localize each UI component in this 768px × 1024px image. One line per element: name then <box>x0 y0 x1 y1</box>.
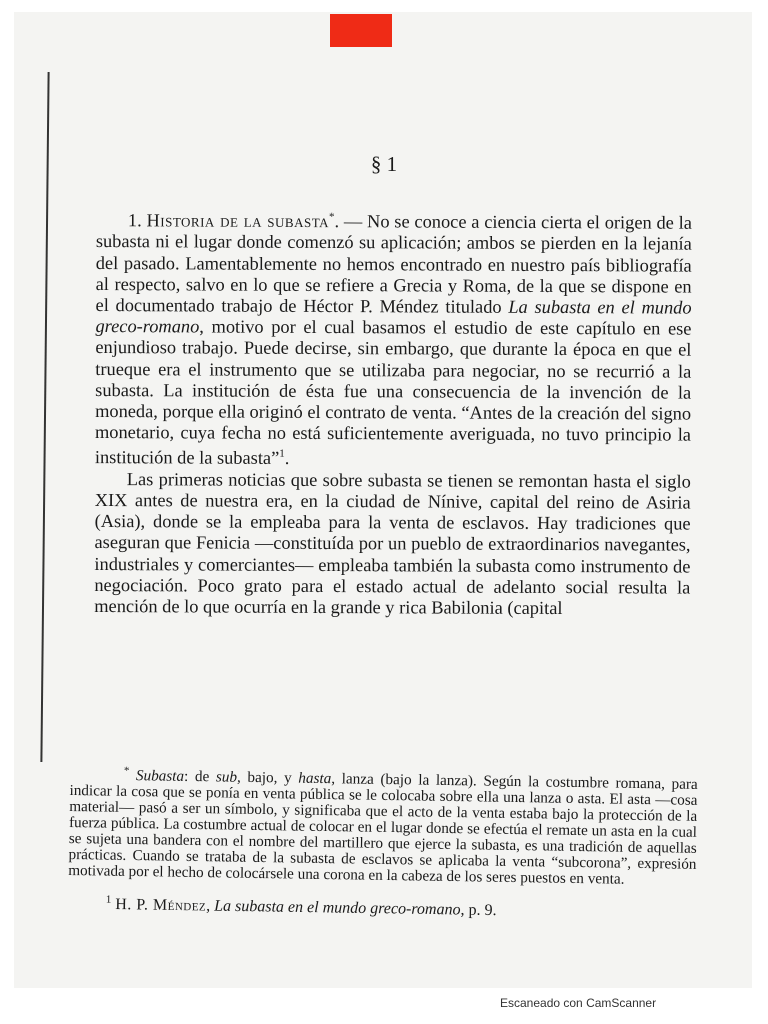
footnote-page: , p. 9. <box>460 901 497 920</box>
paragraph-1 <box>95 206 692 471</box>
footnotes <box>68 762 698 922</box>
paragraph-heading: Historia de la subasta <box>146 210 330 232</box>
paragraph-1-text: . — No se conoce a ciencia cierta el origen de la subasta ni el lugar donde comenzó su aplicación; ambos se pierden en la lejanía del pasado. Lamentablemente no hemos encontrado en nuestro país bibliografía al respecto, salvo en lo que se refiere a Grecia y Roma, de la que se dispone en el documentado trabajo de Héctor P. Méndez titulado <box>95 211 692 317</box>
footnote-separator: , <box>206 897 215 915</box>
section-heading: § 1 <box>370 152 398 176</box>
paragraph-1-text-cont: , motivo por el cual basamos el estudio de este capítulo en ese enjundioso trabajo. Puede decirse, sin embargo, que durante la época en que el trueque era el instrumento que se utilizaba para negociar, no se recurrió a la subasta. La institución de ésta fue una consecuencia de la invención de la moneda, porque ella originó el contrato de venta. “Antes de la creación del signo monetario, cuya fecha no está suficientemente averiguada, no tuvo principio la institución de la subasta” <box>94 316 692 469</box>
paragraph-1-end: . <box>284 448 290 469</box>
footnote-1-mark: 1 <box>105 893 112 906</box>
footnote-latin-hasta: hasta <box>298 769 332 788</box>
footnote-star <box>68 762 698 889</box>
scanner-watermark: Escaneado con CamScanner <box>500 996 657 1010</box>
red-marker <box>330 14 392 47</box>
footnote-text: , lanza (bajo la lanza). Según la costumbre romana, para indicar la cosa que se ponía en venta pública se le colocaba sobre ella una lanza o asta. El asta —cosa material— pasó a ser un símbolo, y significaba que el acto de la venta estaba bajo la protección de la fuerza pública. La costumbre actual de colocar en el lugar donde se efectúa el remate un asta en la cual se sujeta una bandera con el nombre del martillero que ejerce la subasta, es una tradición de aquellas prácticas. Cuando se trataba de la subasta de esclavos se aplicaba la venta “subcorona”, expresión motivada por el hecho de colocársele una corona en la cabeza de los seres puestos en venta. <box>68 770 698 888</box>
footnote-text: , bajo, y <box>236 768 299 787</box>
footnote-book-title: La subasta en el mundo greco-romano <box>214 897 461 919</box>
footnote-latin-sub: sub <box>215 768 238 786</box>
paragraph-2: Las primeras noticias que sobre subasta se tienen se remontan hasta el siglo XIX antes de nuestra era, en la ciudad de Nínive, capital del reino de Asiria (Asia), donde se la empleaba para la venta de esclavos. Hay tradiciones que aseguran que Fenicia —constituída por un pueblo de extraordinarios navegantes, industriales y comerciantes— empleaba también la subasta como instrumento de negociación. Poco grato para el estado actual de adelanto social resulta la mención de lo que ocurría en la grande y rica Babilonia (capital <box>94 468 691 618</box>
footnote-mark-star: * <box>329 211 335 224</box>
body-text <box>94 206 692 620</box>
footnote-ref-1: 1 <box>279 448 285 461</box>
book-title: La subasta en el mundo greco-romano <box>95 296 692 337</box>
paragraph-number: 1. <box>127 210 142 231</box>
footnote-term: Subasta <box>135 767 185 785</box>
footnote-text: : de <box>183 767 217 786</box>
footnote-star-mark: * <box>123 764 130 777</box>
footnote-author: H. P. Méndez <box>115 896 207 915</box>
